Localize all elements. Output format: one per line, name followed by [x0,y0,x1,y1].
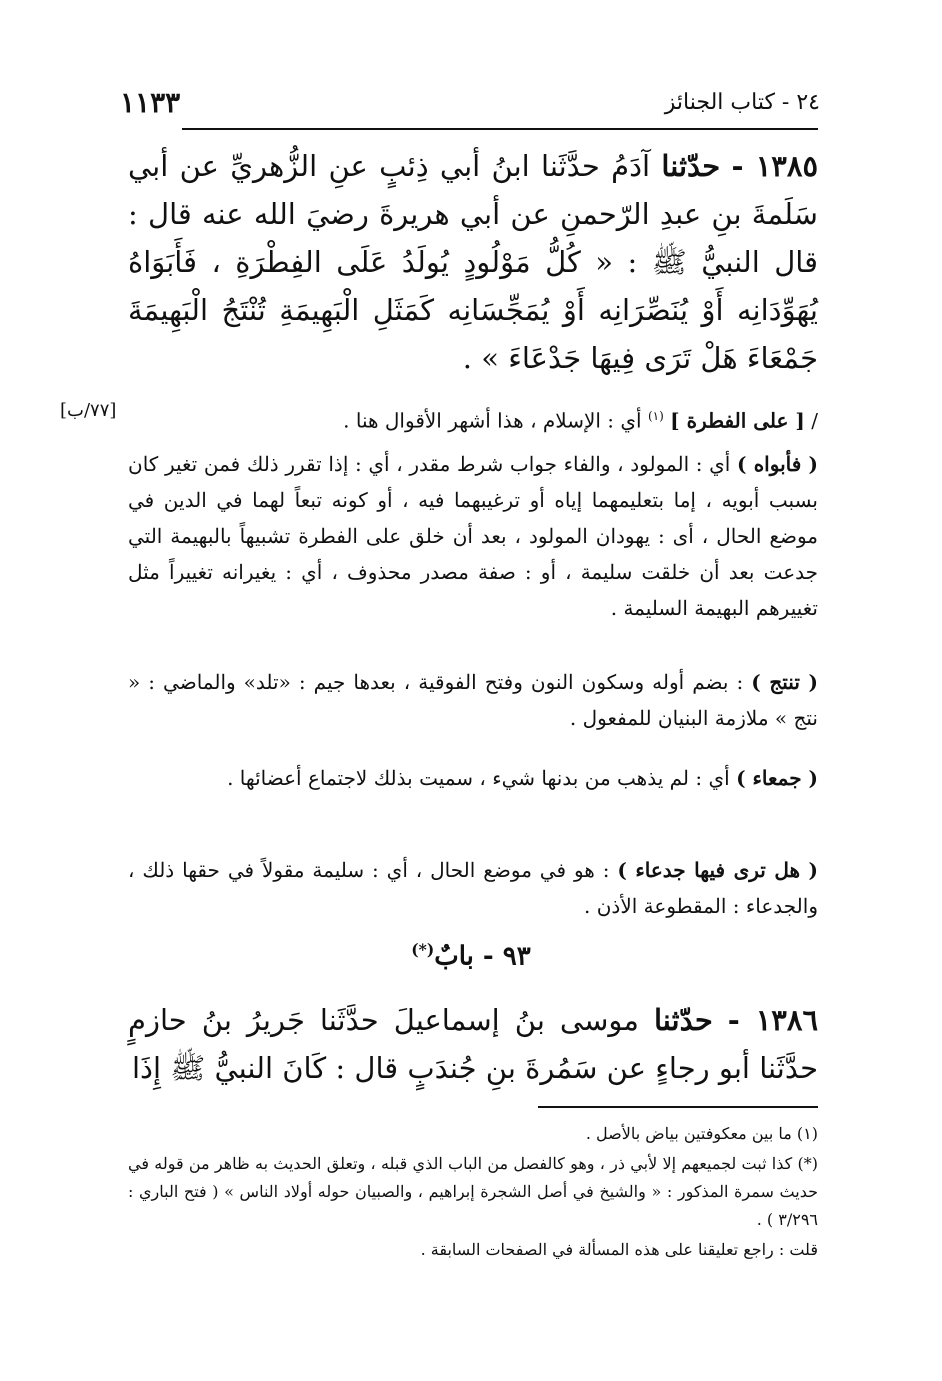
footnote-marker: (١) [647,409,664,423]
commentary-text: : بضم أوله وسكون النون وفتح الفوقية ، بعدها جيم : «تلد» والماضي : « نتج » ملازمة البنيان للمفعول . [128,670,818,730]
header-rule [182,128,818,130]
hadith-lead: حدّثنا [653,1003,713,1037]
bab-footnote-marker: (*) [411,940,435,959]
hadith-text: موسى بنُ إسماعيلَ حدَّثَنا جَريرُ بنُ حازمٍ حدَّثَنا أبو رجاءٍ عن سَمُرةَ بنِ جُندَبٍ قال : كَانَ النبيُّ ﷺ إِذَا [128,1003,818,1085]
commentary-term: [ على الفطرة ] [670,408,805,433]
commentary-tuntaj [128,664,818,736]
commentary-fitra [128,398,818,439]
footnote-rule [538,1106,818,1108]
footnotes [128,1120,818,1266]
hadith-text: آدَمُ حدَّثَنا ابنُ أبي ذِئبٍ عنِ الزُّهريِّ عن أبي سَلَمةَ بنِ عبدِ الرّحمنِ عن أبي هريرةَ رضيَ الله عنه قال : قال النبيُّ ﷺ : « كُلُّ مَوْلُودٍ يُولَدُ عَلَى الفِطْرَةِ ، فَأَبَوَاهُ يُهَوِّدَانِه أَوْ يُنَصِّرَانِه أَوْ يُمَجِّسَانِه كَمَثَلِ الْبَهِيمَةِ تُنْتَجُ الْبَهِيمَةَ جَمْعَاءَ هَلْ تَرَى فِيهَا جَدْعَاءَ » . [128,149,818,375]
commentary-term: ( هل ترى فيها جدعاء ) [617,858,818,882]
hadith-1385 [128,142,818,382]
commentary-term: ( جمعاء ) [736,766,818,790]
margin-folio-reference: [٧٧/ب] [60,400,117,421]
hadith-number: ١٣٨٥ - [731,149,819,183]
hadith-number: ١٣٨٦ - [727,1003,819,1037]
footnote-1: (١) ما بين معكوفتين بياض بالأصل . [585,1124,818,1143]
hadith-1386 [128,996,818,1092]
commentary-abawah [128,446,818,626]
footnote-note: قلت : راجع تعليقنا على هذه المسألة في الصفحات السابقة . [420,1240,818,1259]
bab-title: ٩٣ - بابٌ [434,941,531,972]
folio-slash: / [811,408,818,433]
commentary-text: : هو في موضع الحال ، أي : سليمة مقولاً في حقها ذلك ، والجدعاء : المقطوعة الأذن . [128,858,818,918]
commentary-text: أي : المولود ، والفاء جواب شرط مقدر ، أي : إذا تقرر ذلك فمن تغير كان بسبب أبويه ، إما بتعليمهما إياه أو ترغيبهما فيه ، أو كونه تبعاً لهما في الدين في موضع الحال ، أى : يهودان المولود ، بعد أن خلق على الفطرة تشبيهاً بالبهيمة التي جدعت بعد أن خلقت سليمة ، أو : صفة مصدر محذوف ، أي : يغيرانه تغييراً مثل تغييرهم البهيمة السليمة . [128,452,818,620]
page-number: ١١٣٣ [120,85,181,119]
hadith-lead: حدّثنا [661,149,721,183]
page-header [120,84,820,120]
commentary-text: أي : لم يذهب من بدنها شيء ، سميت بذلك لاجتماع أعضائها . [227,766,730,790]
chapter-heading [0,940,942,972]
commentary-text: أي : الإسلام ، هذا أشهر الأقوال هنا . [343,408,642,433]
commentary-jamaa [128,760,818,796]
chapter-title: ٢٤ - كتاب الجنائز [664,89,820,115]
commentary-jadaa [128,852,818,924]
commentary-term: ( تنتج ) [751,670,818,694]
commentary-term: ( فأبواه ) [737,452,818,476]
footnote-star: (*) كذا ثبت لجميعهم إلا لأبي ذر ، وهو كالفصل من الباب الذي قبله ، وتعلق الحديث به ظاهر من قوله في حديث سمرة المذكور : « والشيخ في أصل الشجرة إبراهيم ، والصبيان حوله أولاد الناس » ( فتح الباري : ٣/٢٩٦ ) . [128,1154,818,1229]
